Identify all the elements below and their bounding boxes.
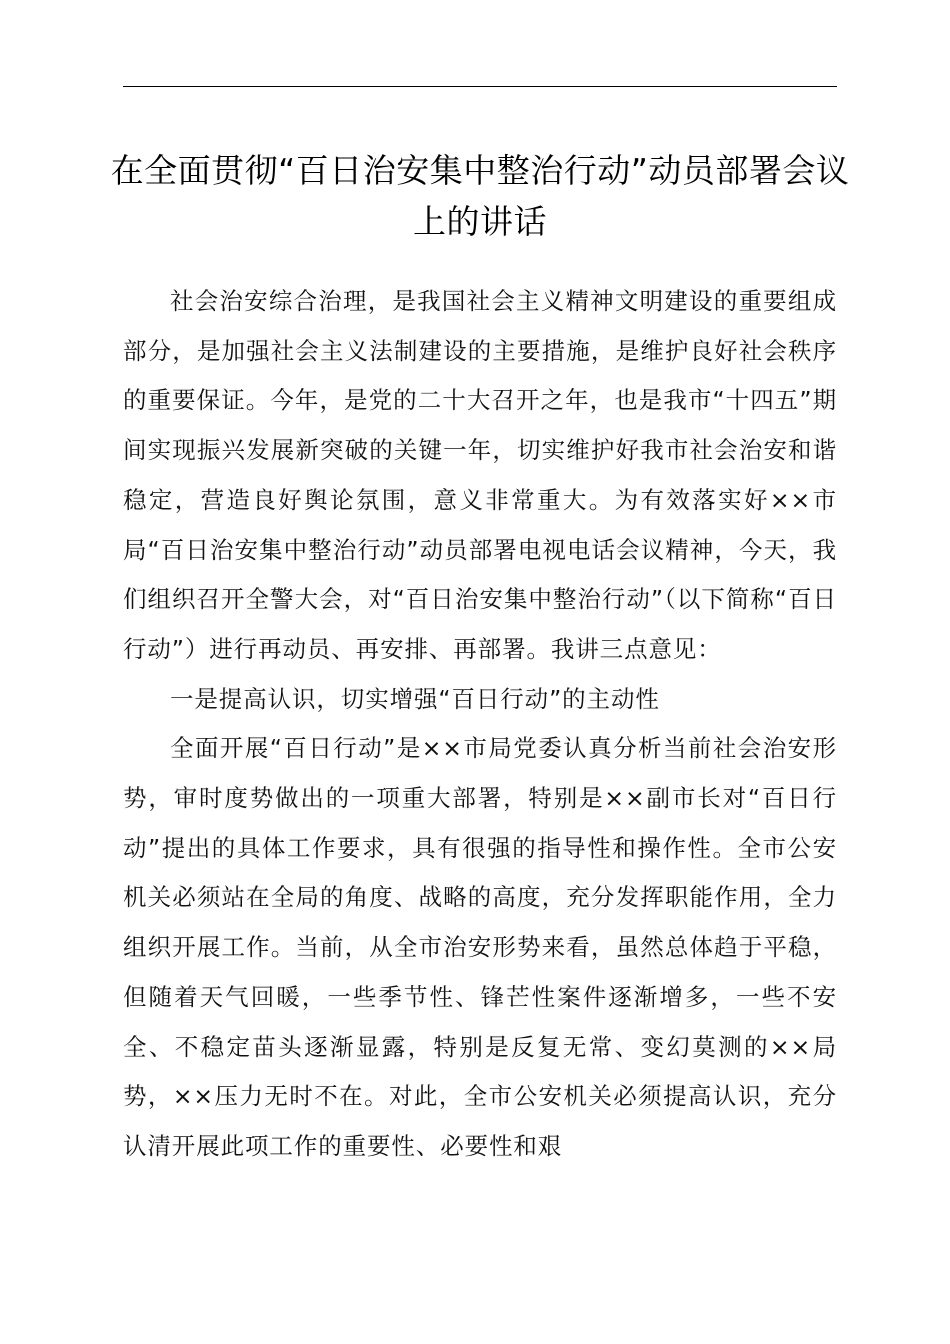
paragraph-section-1: 全面开展“百日行动”是××市局党委认真分析当前社会治安形势，审时度势做出的一项重大部署，特别是××副市长对“百日行动”提出的具体工作要求，具有很强的指导性和操作性。全市公安机关必须站在全局的角度、战略的高度，充分发挥职能作用，全力组织开展工作。当前，从全市治安形势来看，虽然总体趋于平稳，但随着天气回暖，一些季节性、锋芒性案件逐渐增多，一些不安全、不稳定苗头逐渐显露，特别是反复无常、变幻莫测的××局势，××压力无时不在。对此，全市公安机关必须提高认识，充分认清开展此项工作的重要性、必要性和艰 (123, 734, 837, 1160)
header-rule (123, 86, 837, 87)
document-body (123, 277, 837, 1172)
paragraph-intro: 社会治安综合治理，是我国社会主义精神文明建设的重要组成部分，是加强社会主义法制建设的主要措施，是维护良好社会秩序的重要保证。今年，是党的二十大召开之年，也是我市“十四五”期间实现振兴发展新突破的关键一年，切实维护好我市社会治安和谐稳定，营造良好舆论氛围，意义非常重大。为有效落实好××市局“百日治安集中整治行动”动员部署电视电话会议精神，今天，我们组织召开全警大会，对“百日治安集中整治行动”（以下简称“百日行动”）进行再动员、再安排、再部署。我讲三点意见： (123, 287, 837, 663)
document-title: 在全面贯彻“百日治安集中整治行动”动员部署会议上的讲话 (110, 151, 850, 241)
section-heading-1: 一是提高认识，切实增强“百日行动”的主动性 (170, 684, 660, 713)
